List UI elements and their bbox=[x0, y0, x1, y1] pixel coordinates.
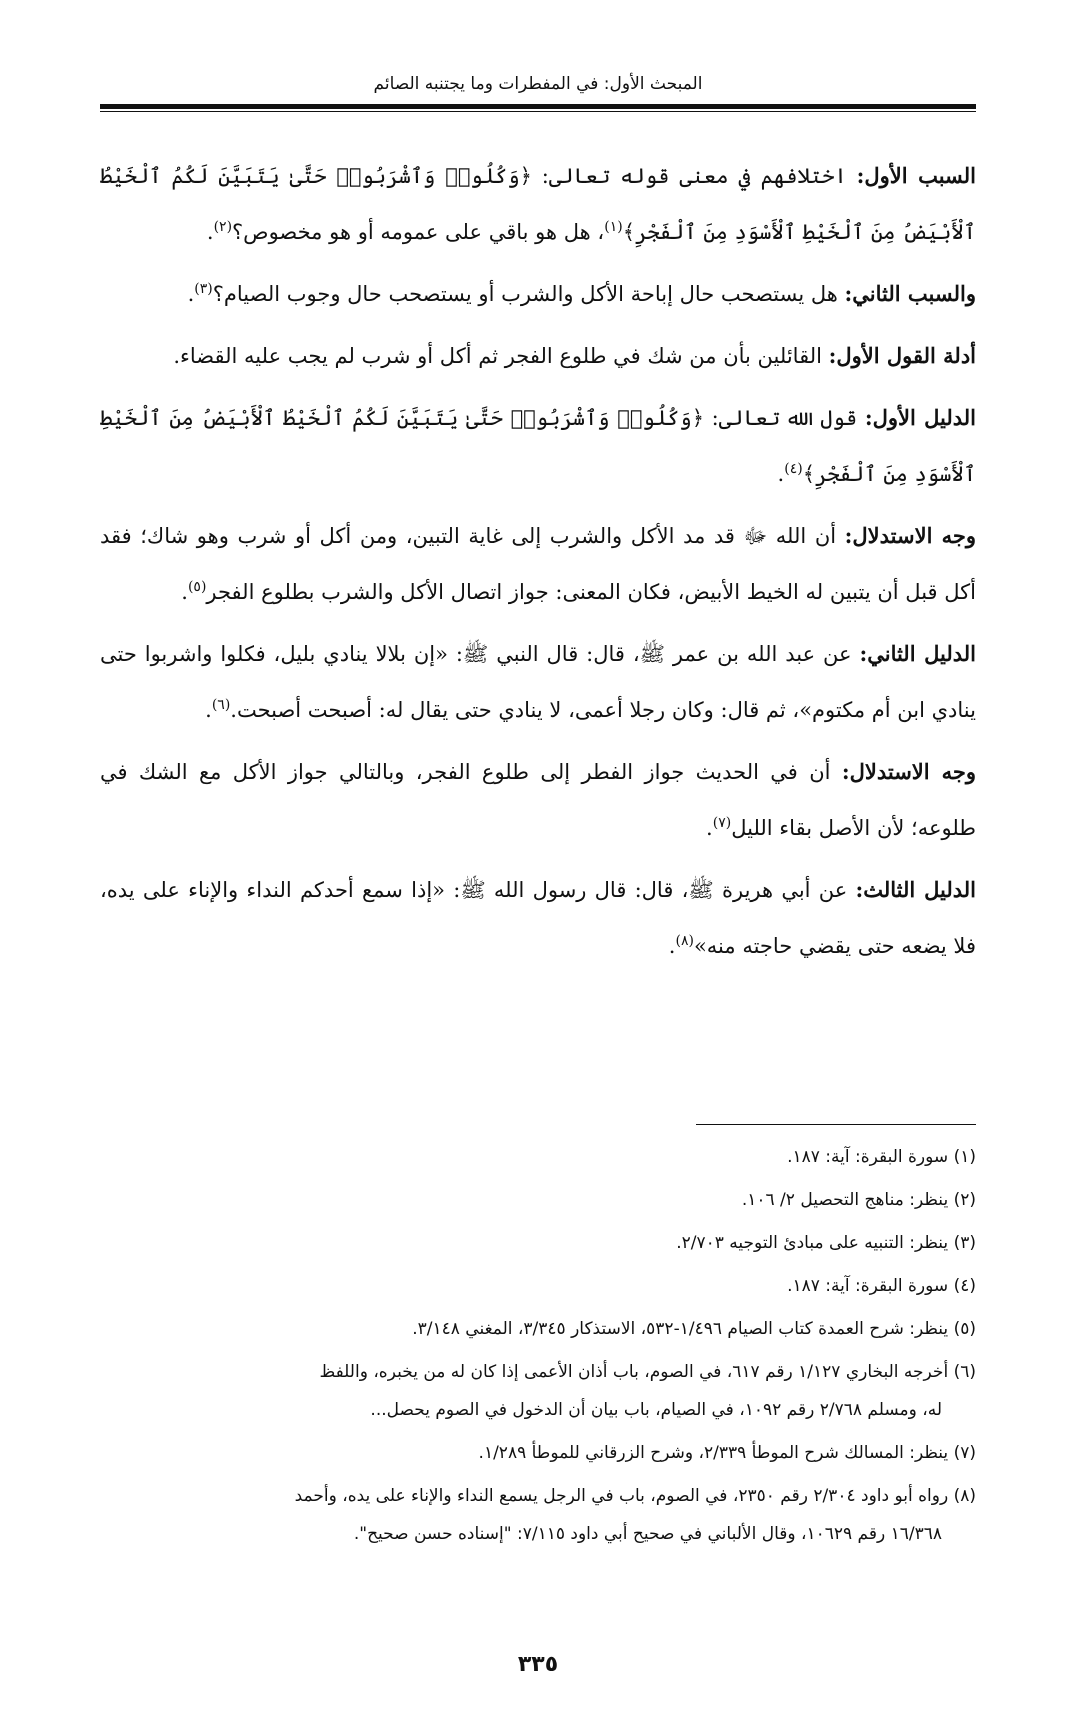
paragraph-evidence-three bbox=[100, 862, 976, 974]
footnote-ref: (٤) bbox=[784, 461, 803, 477]
body-text bbox=[100, 148, 976, 980]
footnote-ref: (٧) bbox=[712, 815, 732, 831]
paragraph-label: السبب الأول: bbox=[856, 163, 976, 188]
header-rule-thick bbox=[100, 104, 976, 109]
paragraph-label: والسبب الثاني: bbox=[844, 281, 976, 306]
footnote-number: (١) bbox=[953, 1147, 976, 1167]
paragraph-text-end: . bbox=[205, 698, 212, 722]
paragraph-reason-one bbox=[100, 148, 976, 260]
footnotes bbox=[100, 1138, 976, 1558]
footnote-text: ينظر: مناهج التحصيل ٢/ ١٠٦. bbox=[741, 1190, 954, 1210]
paragraph-text: القائلين بأن من شك في طلوع الفجر ثم أكل أو شرب لم يجب عليه القضاء. bbox=[173, 344, 829, 368]
footnote-text: ينظر: التنبيه على مبادئ التوجيه ٢/٧٠٣. bbox=[676, 1233, 954, 1253]
paragraph-evidence-two bbox=[100, 626, 976, 738]
paragraph-text: اختلافهم في معنى قوله تعالى: ﴿وَكُلُوا۟ وَٱشْرَبُوا۟ حَتَّىٰ يَتَبَيَّنَ لَكُمُ ٱلْخَيْطُ ٱلْأَبْيَضُ مِنَ ٱلْخَيْطِ ٱلْأَسْوَدِ مِنَ ٱلْفَجْرِ﴾ bbox=[100, 164, 976, 244]
footnote-number: (٢) bbox=[953, 1190, 976, 1210]
footnote-separator bbox=[696, 1124, 976, 1125]
footnote-number: (٥) bbox=[953, 1319, 976, 1339]
paragraph-text-end: . bbox=[777, 462, 785, 486]
paragraph-label: الدليل الأول: bbox=[864, 405, 976, 430]
footnote-2 bbox=[100, 1181, 976, 1219]
paragraph-label: الدليل الثالث: bbox=[855, 877, 976, 902]
book-page bbox=[100, 0, 976, 1726]
footnote-text: رواه أبو داود ٢/٣٠٤ رقم ٢٣٥٠، في الصوم، باب في الرجل يسمع النداء والإناء على يده، وأحمد bbox=[294, 1486, 954, 1506]
footnote-number: (٤) bbox=[953, 1276, 976, 1296]
footnote-6 bbox=[100, 1353, 976, 1429]
paragraph-text-end: . bbox=[668, 934, 676, 958]
footnote-ref: (٢) bbox=[213, 219, 233, 235]
paragraph-text-continued: ، هل هو باقي على عمومه أو هو مخصوص؟ bbox=[232, 220, 605, 244]
running-header: المبحث الأول: في المفطرات وما يجتنبه الصائم bbox=[373, 74, 703, 94]
paragraph-text-end: . bbox=[206, 220, 214, 244]
paragraph-text: قول الله تعالى: ﴿وَكُلُوا۟ وَٱشْرَبُوا۟ حَتَّىٰ يَتَبَيَّنَ لَكُمُ ٱلْخَيْطُ ٱلْأَبْيَضُ مِنَ ٱلْخَيْطِ ٱلْأَسْوَدِ مِنَ ٱلْفَجْرِ﴾ bbox=[100, 406, 976, 486]
footnote-ref: (٣) bbox=[194, 281, 213, 297]
footnote-4 bbox=[100, 1267, 976, 1305]
footnote-8 bbox=[100, 1477, 976, 1553]
paragraph-text-end: . bbox=[181, 580, 188, 604]
footnote-7 bbox=[100, 1434, 976, 1472]
footnote-number: (٧) bbox=[953, 1443, 976, 1463]
footnote-number: (٣) bbox=[953, 1233, 976, 1253]
paragraph-text: عن عبد الله بن عمر ﷺ، قال: قال النبي ﷺ: «إن بلالا ينادي بليل، فكلوا واشربوا حتى ينادي ابن أم مكتوم»، ثم قال: وكان رجلا أعمى، لا ينادي حتى يقال له: أصبحت أصبحت. bbox=[100, 642, 976, 722]
footnote-ref: (١) bbox=[604, 219, 623, 235]
footnote-3 bbox=[100, 1224, 976, 1262]
footnote-1 bbox=[100, 1138, 976, 1176]
footnote-continuation: ١٦/٣٦٨ رقم ١٠٦٢٩، وقال الألباني في صحيح أبي داود ٧/١١٥: "إسناده حسن صحيح". bbox=[353, 1524, 942, 1544]
paragraph-inference-two bbox=[100, 744, 976, 856]
footnote-5 bbox=[100, 1310, 976, 1348]
header-rule-thin bbox=[100, 111, 976, 112]
paragraph-text-end: . bbox=[706, 816, 713, 840]
paragraph-text: أن في الحديث جواز الفطر إلى طلوع الفجر، وبالتالي جواز الأكل مع الشك في طلوعه؛ لأن الأصل بقاء الليل bbox=[100, 760, 976, 840]
paragraph-label: الدليل الثاني: bbox=[859, 641, 976, 666]
footnote-continuation: له، ومسلم ٢/٧٦٨ رقم ١٠٩٢، في الصيام، باب بيان أن الدخول في الصوم يحصل... bbox=[370, 1400, 942, 1420]
paragraph-inference-one bbox=[100, 508, 976, 620]
paragraph-reason-two bbox=[100, 266, 976, 322]
paragraph-first-opinion-evidence bbox=[100, 328, 976, 384]
footnote-number: (٨) bbox=[953, 1486, 976, 1506]
paragraph-label: وجه الاستدلال: bbox=[841, 759, 976, 784]
footnote-text: ينظر: شرح العمدة كتاب الصيام ١/٤٩٦-٥٣٢، الاستذكار ٣/٣٤٥، المغني ٣/١٤٨. bbox=[412, 1319, 954, 1339]
footnote-ref: (٥) bbox=[187, 579, 207, 595]
page-number: ٣٣٥ bbox=[517, 1652, 559, 1677]
footnote-ref: (٨) bbox=[675, 933, 694, 949]
paragraph-evidence-one bbox=[100, 390, 976, 502]
footnote-text: ينظر: المسالك شرح الموطأ ٢/٣٣٩، وشرح الزرقاني للموطأ ١/٢٨٩. bbox=[478, 1443, 954, 1463]
paragraph-text-end: . bbox=[187, 282, 195, 306]
paragraph-text: عن أبي هريرة ﷺ، قال: قال رسول الله ﷺ: «إذا سمع أحدكم النداء والإناء على يده، فلا يضعه حتى يقضي حاجته منه» bbox=[100, 878, 976, 958]
footnote-ref: (٦) bbox=[211, 697, 231, 713]
paragraph-label: أدلة القول الأول: bbox=[828, 343, 976, 368]
footnote-number: (٦) bbox=[953, 1362, 976, 1382]
footnote-text: أخرجه البخاري ١/١٢٧ رقم ٦١٧، في الصوم، باب أذان الأعمى إذا كان له من يخبره، واللفظ bbox=[319, 1362, 954, 1382]
paragraph-label: وجه الاستدلال: bbox=[844, 523, 976, 548]
footnote-text: سورة البقرة: آية: ١٨٧. bbox=[787, 1276, 954, 1296]
paragraph-text: أن الله ﷻ قد مد الأكل والشرب إلى غاية التبين، ومن أكل أو شرب وهو شاك؛ فقد أكل قبل أن يتبين له الخيط الأبيض، فكان المعنى: جواز اتصال الأكل والشرب بطلوع الفجر bbox=[100, 524, 976, 604]
footnote-text: سورة البقرة: آية: ١٨٧. bbox=[787, 1147, 954, 1167]
paragraph-text: هل يستصحب حال إباحة الأكل والشرب أو يستصحب حال وجوب الصيام؟ bbox=[212, 282, 845, 306]
